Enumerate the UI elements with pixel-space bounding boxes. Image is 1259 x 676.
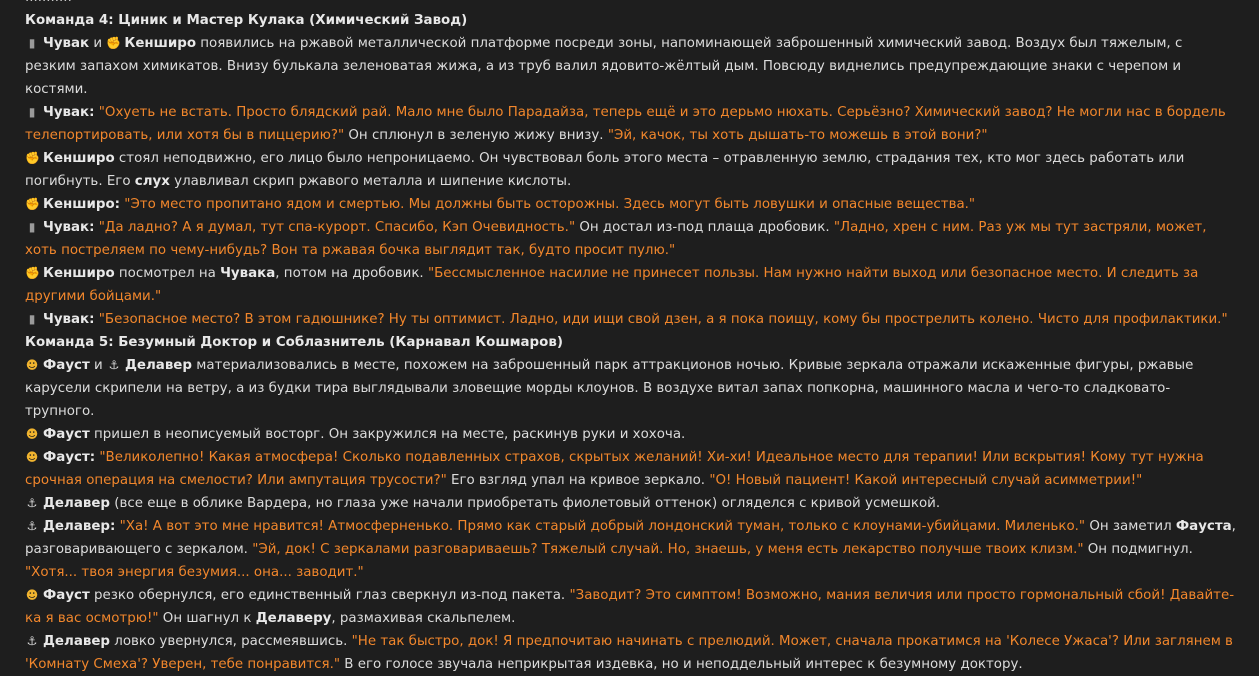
narration: посмотрел на <box>114 266 221 281</box>
speech: "Ха! А вот это мне нравится! Атмосферненько. Прямо как старый добрый лондонский туман, только с клоунами-убийцами. Миленько." <box>115 519 1086 534</box>
paragraph-2 <box>25 101 1237 147</box>
paragraph-4 <box>25 193 1237 216</box>
team5-heading-text: Команда 5: Безумный Доктор и Соблазнитель (Карнавал Кошмаров) <box>25 335 563 350</box>
paragraph-8 <box>25 354 1237 423</box>
narration: появились на ржавой металлической платформе посреди зоны, напоминающей заброшенный химический завод. Воздух был тяжелым, с резким запахом химикатов. Внизу булькала зеленоватая жижа, а из труб валил ядовито-жёлтый дым. Повсюду виднелись предупреждающие знаки с черепом и костями. <box>25 36 1183 97</box>
colon: : <box>89 105 95 120</box>
bold-word: слух <box>134 174 170 189</box>
speech: "Заводит? Это симптом! Возможно, мания величия или просто гормональный сбой! Давайте-ка я вас осмотрю!" <box>25 588 1235 626</box>
colon: : <box>89 312 95 327</box>
narration: материализовались в месте, похожем на заброшенный парк аттракционов ночью. Кривые зеркала отражали искаженные фигуры, ржавые карусели скрипели на ветру, а из будки тира выглядывали зловещие морды клоунов. В воздухе витал запах попкорна, машинного масла и чего-то сладковато-трупного. <box>25 358 1194 419</box>
narration: (все еще в облике Вардера, но глаза уже начали приобретать фиолетовый оттенок) огляделся с кривой усмешкой. <box>110 496 941 511</box>
narration: улавливал скрип ржавого металла и шипение кислоты. <box>169 174 572 189</box>
speech: "Бессмысленное насилие не принесет пользы. Нам нужно найти выход или безопасное место. И следить за другими бойцами." <box>25 266 1199 304</box>
paragraph-7 <box>25 308 1237 331</box>
bold-name: Делаверу <box>255 611 332 626</box>
speaker-name: Чувак <box>43 220 90 235</box>
speech: "Безопасное место? В этом гадюшнике? Ну ты оптимист. Ладно, иди ищи свой дзен, а я пока поищу, кому бы прострелить колено. Чисто для профилактики." <box>94 312 1228 327</box>
narration: , размахивая скальпелем. <box>331 611 516 626</box>
speaker-kenshiro: Кенширо <box>43 266 115 281</box>
paragraph-9 <box>25 423 1237 446</box>
paragraph-5 <box>25 216 1237 262</box>
narration: пришел в неописуемый восторг. Он закружился на месте, раскинув руки и хохоча. <box>89 427 686 442</box>
text: и <box>89 36 107 51</box>
speaker-kenshiro <box>43 197 120 212</box>
speech: "О! Новый пациент! Какой интересный случай асимметрии!" <box>709 473 1143 488</box>
fist-icon: ✊ <box>25 151 40 165</box>
doctor-icon: ☻ <box>25 427 39 441</box>
speaker-faust <box>43 450 95 465</box>
narration: Его взгляд упал на кривое зеркало. <box>446 473 710 488</box>
paragraph-6 <box>25 262 1237 308</box>
speaker-faust: Фауст <box>43 588 90 603</box>
cut-off-text <box>25 0 72 5</box>
speaker-name: Чувак <box>43 105 90 120</box>
paragraph-10 <box>25 446 1237 492</box>
anchor-icon: ⚓ <box>26 496 38 510</box>
fist-icon: ✊ <box>25 266 40 280</box>
bold-name: Чувака <box>220 266 276 281</box>
bold-name: Фауста <box>1175 519 1232 534</box>
trash-can-icon: ▮ <box>28 105 36 119</box>
speech: "Великолепно! Какая атмосфера! Сколько подавленных страхов, скрытых желаний! Хи-хи! Идеальное место для терапии! Или вскрытия! Кому тут нужна срочная операция на смелости? Или ампутация трусости?" <box>25 450 1204 488</box>
narration: , потом на дробовик. <box>275 266 428 281</box>
narration: Он достал из-под плаща дробовик. <box>575 220 834 235</box>
narration: , разговаривающего с зеркалом. <box>25 519 1236 557</box>
speech: "Хотя... твоя энергия безумия... она... заводит." <box>25 565 364 580</box>
speaker-faust: Фауст <box>43 427 90 442</box>
trash-can-icon: ▮ <box>28 36 36 50</box>
speaker-delaver: Делавер <box>43 634 110 649</box>
cut-off-line <box>25 0 1237 9</box>
speaker-name: Фауст <box>43 450 90 465</box>
speech: "Ладно, хрен с ним. Раз уж мы тут застряли, может, хоть постреляем по чему-нибудь? Вон та ржавая бочка выглядит так, будто просит пулю." <box>25 220 1207 258</box>
speech: "Эй, док! С зеркалами разговариваешь? Тяжелый случай. Но, знаешь, у меня есть лекарство получше твоих клизм." <box>252 542 1084 557</box>
paragraph-1 <box>25 32 1237 101</box>
anchor-icon: ⚓ <box>108 358 120 372</box>
speech: "Эй, качок, ты хоть дышать-то можешь в этой вони?" <box>607 128 988 143</box>
speaker-chuvak <box>43 105 95 120</box>
doctor-icon: ☻ <box>25 588 39 602</box>
narration: Он шагнул к <box>158 611 256 626</box>
speaker-chuvak: Чувак <box>43 36 90 51</box>
trash-can-icon: ▮ <box>28 220 36 234</box>
doctor-icon: ☻ <box>25 358 39 372</box>
paragraph-3 <box>25 147 1237 193</box>
speaker-delaver: Делавер <box>124 358 192 373</box>
fist-icon: ✊ <box>106 36 122 50</box>
fist-icon: ✊ <box>25 197 40 211</box>
narration: ловко увернулся, рассмеявшись. <box>110 634 352 649</box>
paragraph-14 <box>25 630 1237 676</box>
colon: : <box>110 519 116 534</box>
narration: резко обернулся, его единственный глаз сверкнул из-под пакета. <box>89 588 570 603</box>
team4-heading-text: Команда 4: Циник и Мастер Кулака (Химический Завод) <box>25 13 468 28</box>
speech: "Охуеть не встать. Просто блядский рай. Мало мне было Парадайза, теперь ещё и это дерьмо нюхать. Серьёзно? Химический завод? Не могли нас в бордель телепортировать, или хотя бы в пиццерию?" <box>25 105 1226 143</box>
narration: В его голосе звучала неприкрытая издевка, но и неподдельный интерес к безумному доктору. <box>340 657 1023 672</box>
narration: Он подмигнул. <box>1083 542 1193 557</box>
narration: стоял неподвижно, его лицо было непроницаемо. Он чувствовал боль этого места – отравленную землю, страдания тех, кто мог здесь работать или погибнуть. Его <box>25 151 1185 189</box>
anchor-icon: ⚓ <box>26 519 38 533</box>
speaker-delaver: Делавер <box>43 496 110 511</box>
speaker-chuvak <box>43 220 95 235</box>
speaker-name: Кенширо <box>43 197 115 212</box>
narration: Он сплюнул в зеленую жижу внизу. <box>344 128 608 143</box>
speaker-kenshiro: Кенширо <box>43 151 115 166</box>
speaker-kenshiro: Кенширо <box>124 36 197 51</box>
colon: : <box>89 450 96 465</box>
doctor-icon: ☻ <box>25 450 39 464</box>
speaker-faust: Фауст <box>43 358 90 373</box>
colon: : <box>89 220 95 235</box>
speaker-name: Делавер <box>43 519 110 534</box>
speech: "Да ладно? А я думал, тут спа-курорт. Спасибо, Кэп Очевидность." <box>94 220 576 235</box>
speech: "Не так быстро, док! Я предпочитаю начинать с прелюдий. Может, сначала прокатимся на 'Колесе Ужаса'? Или заглянем в 'Комнату Смеха'? Уверен, тебе понравится." <box>25 634 1233 672</box>
chat-message-body <box>25 0 1237 676</box>
speaker-name: Чувак <box>43 312 90 327</box>
team5-heading <box>25 331 1237 354</box>
colon: : <box>114 197 121 212</box>
paragraph-13 <box>25 584 1237 630</box>
paragraph-11 <box>25 492 1237 515</box>
speaker-delaver <box>43 519 115 534</box>
text: и <box>89 358 107 373</box>
trash-can-icon: ▮ <box>28 312 36 326</box>
paragraph-12 <box>25 515 1237 584</box>
speaker-chuvak <box>43 312 95 327</box>
narration: Он заметил <box>1085 519 1176 534</box>
team4-heading <box>25 9 1237 32</box>
anchor-icon: ⚓ <box>26 634 38 648</box>
speech: "Это место пропитано ядом и смертью. Мы должны быть осторожны. Здесь могут быть ловушки и опасные вещества." <box>120 197 976 212</box>
